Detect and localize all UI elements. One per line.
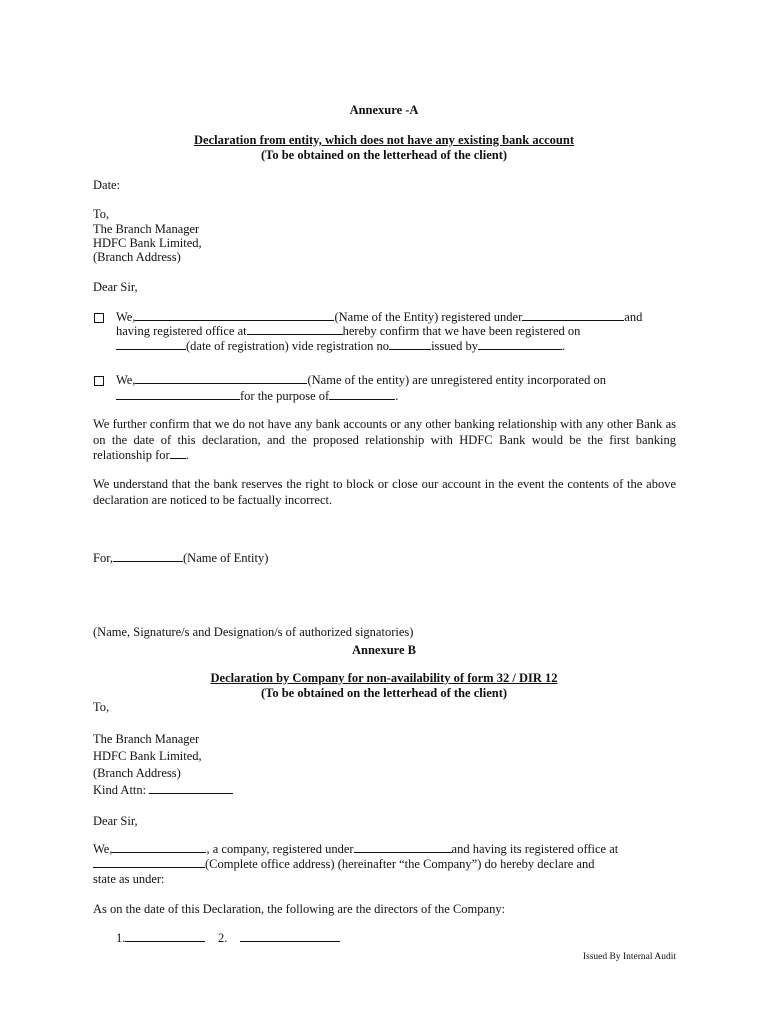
for-entity-line: For, (Name of Entity)	[93, 551, 269, 565]
option-registered-line-2: having registered office at hereby confirm that we have been registered on	[116, 324, 581, 338]
annexure-a-title: Annexure -A	[349, 103, 419, 117]
company-office-address-blank[interactable]	[93, 857, 205, 868]
company-registered-under-blank[interactable]	[354, 842, 452, 853]
kind-attn-blank[interactable]	[149, 783, 233, 794]
annexure-b-title: Annexure B	[351, 643, 416, 657]
date-label: Date:	[93, 178, 121, 192]
addressee-line-1: The Branch Manager	[93, 222, 200, 236]
registration-no-blank[interactable]	[389, 339, 431, 350]
director-1: 1.	[116, 931, 205, 946]
to-label: To,	[93, 207, 110, 221]
option-registered-line-3: (date of registration) vide registration no issued by .	[116, 339, 565, 354]
director-2-blank[interactable]	[240, 931, 340, 942]
relationship-blank[interactable]	[170, 448, 186, 459]
option-registered-line-1: We, (Name of the Entity) registered under and	[116, 310, 643, 324]
company-name-blank[interactable]	[112, 842, 206, 853]
issued-by-blank[interactable]	[478, 339, 562, 350]
salutation: Dear Sir,	[93, 280, 138, 294]
option-unregistered-line-2: for the purpose of .	[116, 389, 398, 404]
addressee-line-2: HDFC Bank Limited,	[93, 236, 202, 250]
kind-attn-line: Kind Attn:	[93, 783, 233, 798]
registered-under-blank[interactable]	[522, 310, 624, 321]
understanding-paragraph: We understand that the bank reserves the right to block or close our account in the event the contents of the above declaration are noticed to be factually incorrect.	[93, 477, 676, 507]
director-1-blank[interactable]	[125, 931, 205, 942]
purpose-blank[interactable]	[329, 389, 395, 400]
registered-office-blank[interactable]	[247, 324, 343, 335]
checkbox-unregistered-entity[interactable]	[94, 376, 104, 386]
unregistered-entity-name-blank[interactable]	[135, 373, 307, 384]
incorporated-on-blank[interactable]	[116, 389, 240, 400]
b-salutation: Dear Sir,	[93, 814, 138, 828]
checkbox-registered-entity[interactable]	[94, 313, 104, 323]
company-declaration-line-1: We, , a company, registered under and having its registered office at	[93, 842, 619, 856]
confirmation-paragraph: We further confirm that we do not have any bank accounts or any other banking relationship with any other Bank as on the date of this declaration, and the proposed relationship with HDFC Bank would be the first banking relationship for .	[93, 417, 676, 462]
footer-issued-by: Issued By Internal Audit	[582, 952, 676, 962]
signatories-line: (Name, Signature/s and Designation/s of authorized signatories)	[93, 625, 414, 639]
annexure-b-heading: Declaration by Company for non-availability of form 32 / DIR 12	[210, 671, 558, 685]
option-unregistered-line-1: We, (Name of the entity) are unregistered entity incorporated on	[116, 373, 606, 387]
company-declaration-line-3: state as under:	[93, 872, 165, 886]
addressee-line-3: (Branch Address)	[93, 250, 181, 264]
entity-name-blank[interactable]	[135, 310, 334, 321]
b-addressee-line-1: The Branch Manager	[93, 732, 200, 746]
b-addressee-line-2: HDFC Bank Limited,	[93, 749, 202, 763]
b-addressee-line-3: (Branch Address)	[93, 766, 181, 780]
for-entity-blank[interactable]	[113, 551, 183, 562]
b-to-label: To,	[93, 700, 110, 714]
director-2: 2.	[218, 931, 340, 946]
registration-date-blank[interactable]	[116, 339, 186, 350]
annexure-b-subheading: (To be obtained on the letterhead of the client)	[260, 686, 508, 700]
company-declaration-line-2: (Complete office address) (hereinafter “the Company”) do hereby declare and	[93, 857, 595, 872]
annexure-a-subheading: (To be obtained on the letterhead of the client)	[260, 148, 508, 162]
directors-intro: As on the date of this Declaration, the following are the directors of the Company:	[93, 902, 506, 916]
annexure-a-heading: Declaration from entity, which does not have any existing bank account	[194, 133, 574, 147]
